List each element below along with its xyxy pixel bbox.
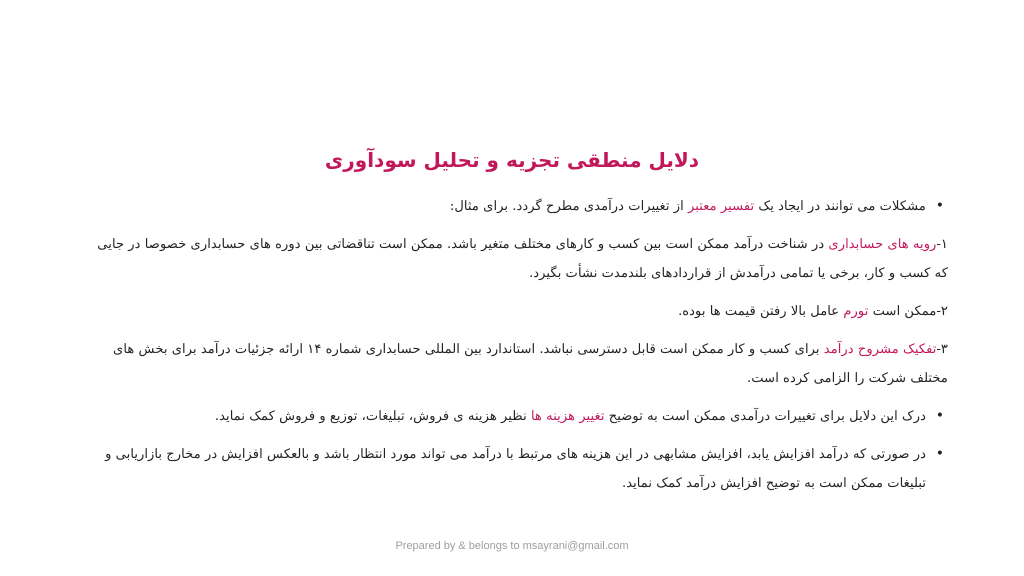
highlight-text: رویه های حسابداری <box>828 237 937 252</box>
highlight-text: تغییر هزینه ها <box>530 409 605 424</box>
footer-credit: Prepared by & belongs to msayrani@gmail.com <box>395 540 629 552</box>
text-run: درک این دلایل برای تغییرات درآمدی ممکن است به توضیح <box>604 409 926 424</box>
text-run: عامل بالا رفتن قیمت ها بوده. <box>678 304 844 319</box>
bullet-paragraph-3 <box>96 440 948 498</box>
highlight-text: تورم <box>843 304 869 319</box>
numbered-paragraph-3 <box>96 335 948 393</box>
bullet-paragraph-2 <box>96 402 948 431</box>
bullet-icon: • <box>935 446 944 462</box>
item-number: ۳- <box>936 342 948 357</box>
numbered-paragraph-1 <box>96 230 948 288</box>
bullet-icon: • <box>935 408 944 424</box>
bullet-icon: • <box>935 198 944 214</box>
bullet-paragraph-1 <box>96 192 948 221</box>
highlight-text: تفسیر معتبر <box>688 199 755 214</box>
highlight-text: تفکیک مشروح درآمد <box>823 342 937 357</box>
slide-body <box>96 192 948 507</box>
text-run: ۲-ممکن است <box>868 304 948 319</box>
text-run: از تغییرات درآمدی مطرح گردد. برای مثال: <box>449 199 688 214</box>
item-number: ۱- <box>936 237 948 252</box>
text-run: در صورتی که درآمد افزایش یابد، افزایش مشابهی در این هزینه های مرتبط با درآمد می تواند مورد انتظار باشد و بالعکس افزایش در مخارج بازاریابی و تبلیغات ممکن است به توضیح افزایش درآمد کمک نماید. <box>105 447 926 491</box>
numbered-paragraph-2 <box>96 297 948 326</box>
text-run: مشکلات می توانند در ایجاد یک <box>754 199 926 214</box>
slide-title: دلایل منطقی تجزیه و تحلیل سودآوری <box>324 148 700 172</box>
text-run: برای کسب و کار ممکن است قابل دسترسی نباشد. استاندارد بین المللی حسابداری شماره ۱۴ ارائه جزئیات درآمد برای بخش های مختلف شرکت را الزامی کرده است. <box>113 342 948 386</box>
text-run: در شناخت درآمد ممکن است بین کسب و کارهای مختلف متغیر باشد. ممکن است تناقضاتی بین دوره های حسابداری خصوصا در جایی که کسب و کار، برخی یا تمامی درآمدش از قراردادهای بلندمدت نشأت بگیرد. <box>97 237 948 281</box>
text-run: نظیر هزینه ی فروش، تبلیغات، توزیع و فروش کمک نماید. <box>214 409 531 424</box>
